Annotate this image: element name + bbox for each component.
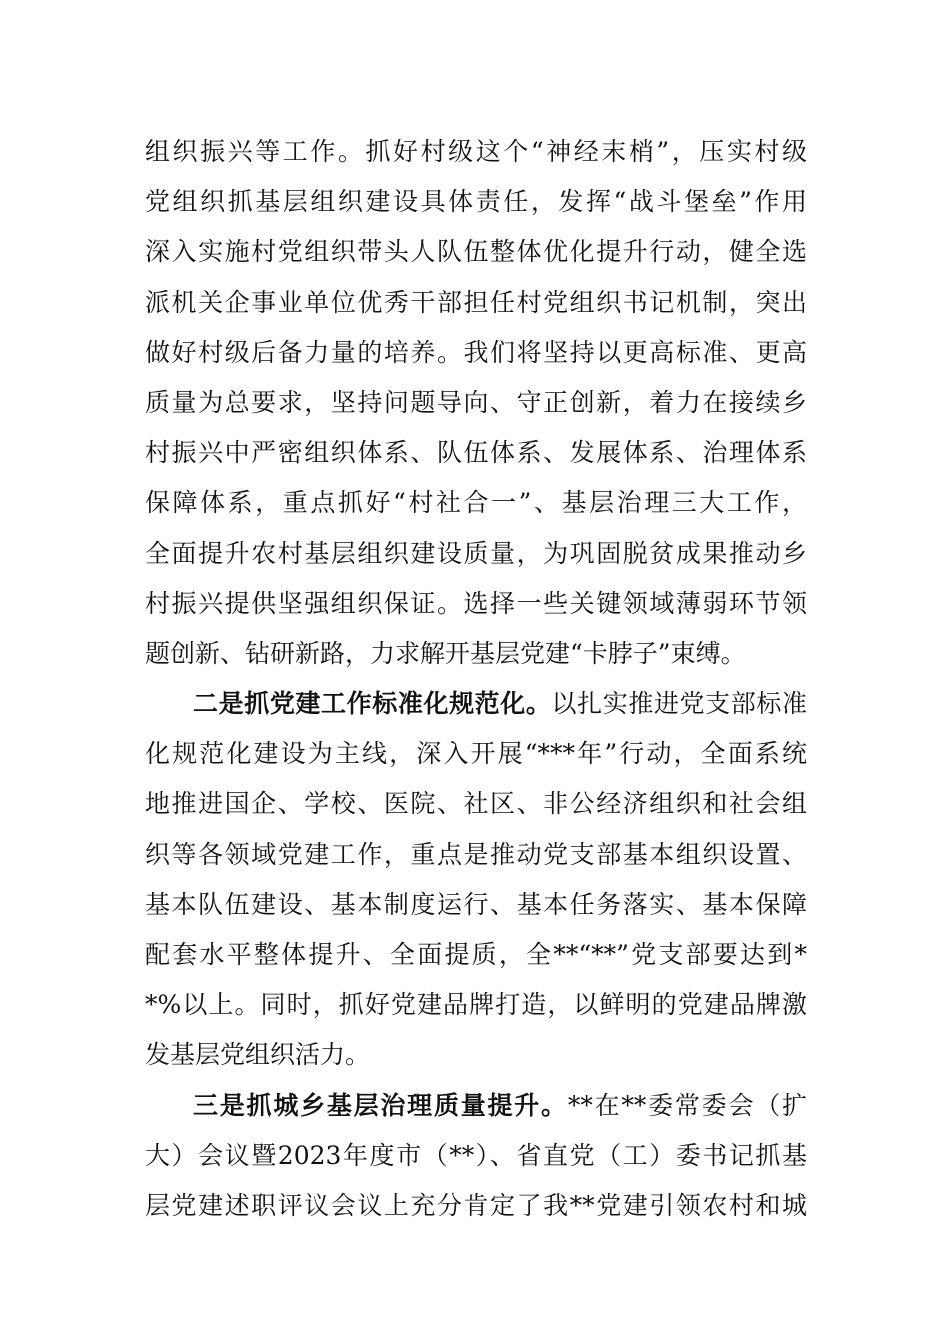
paragraph-first-line [145, 679, 807, 729]
paragraph-2 [145, 679, 807, 1081]
section-heading: 二是抓党建工作标准化规范化。 [193, 689, 552, 719]
text-line: 大）会议暨2023年度市（**）、省直党（工）委书记抓基 [145, 1140, 807, 1170]
text-line: 村振兴提供坚强组织保证。选择一些关键领域薄弱环节领 [145, 588, 807, 618]
paragraph-1 [145, 127, 807, 679]
section-heading: 三是抓城乡基层治理质量提升。 [193, 1090, 568, 1120]
document-body [145, 127, 807, 1231]
text-line: 党组织抓基层组织建设具体责任，发挥“战斗堡垒”作用 [145, 187, 807, 217]
text-run: **在**委常委会（扩 [567, 1090, 807, 1120]
text-line: 基本队伍建设、基本制度运行、基本任务落实、基本保障 [145, 889, 807, 919]
paragraph-3 [145, 1081, 807, 1232]
text-line: 派机关企事业单位优秀干部担任村党组织书记机制，突出 [145, 287, 807, 317]
text-line: 质量为总要求，坚持问题导向、守正创新，着力在接续乡 [145, 387, 807, 417]
text-line: 层党建述职评议会议上充分肯定了我**党建引领农村和城 [145, 1190, 807, 1220]
text-line: 村振兴中严密组织体系、队伍体系、发展体系、治理体系 [145, 438, 807, 468]
text-line: 化规范化建设为主线，深入开展“***年”行动，全面系统 [145, 739, 807, 769]
text-run: 以扎实推进党支部标准 [551, 689, 807, 719]
text-line: 织等各领域党建工作，重点是推动党支部基本组织设置、 [145, 839, 807, 869]
text-line: 深入实施村党组织带头人队伍整体优化提升行动，健全选 [145, 237, 807, 267]
text-line: 发基层党组织活力。 [145, 1040, 371, 1070]
text-line: 做好村级后备力量的培养。我们将坚持以更高标准、更高 [145, 337, 807, 367]
paragraph-first-line [145, 1081, 807, 1131]
text-line: 地推进国企、学校、医院、社区、非公经济组织和社会组 [145, 789, 807, 819]
text-line: 题创新、钻研新路，力求解开基层党建“卡脖子”束缚。 [145, 638, 746, 668]
text-line: 保障体系，重点抓好“村社合一”、基层治理三大工作， [145, 488, 807, 518]
text-line: 配套水平整体提升、全面提质，全**“**”党支部要达到* [145, 940, 807, 969]
text-line: *%以上。同时，抓好党建品牌打造，以鲜明的党建品牌激 [145, 990, 807, 1020]
text-line: 全面提升农村基层组织建设质量，为巩固脱贫成果推动乡 [145, 538, 807, 568]
text-line: 组织振兴等工作。抓好村级这个“神经末梢”，压实村级 [145, 137, 807, 166]
